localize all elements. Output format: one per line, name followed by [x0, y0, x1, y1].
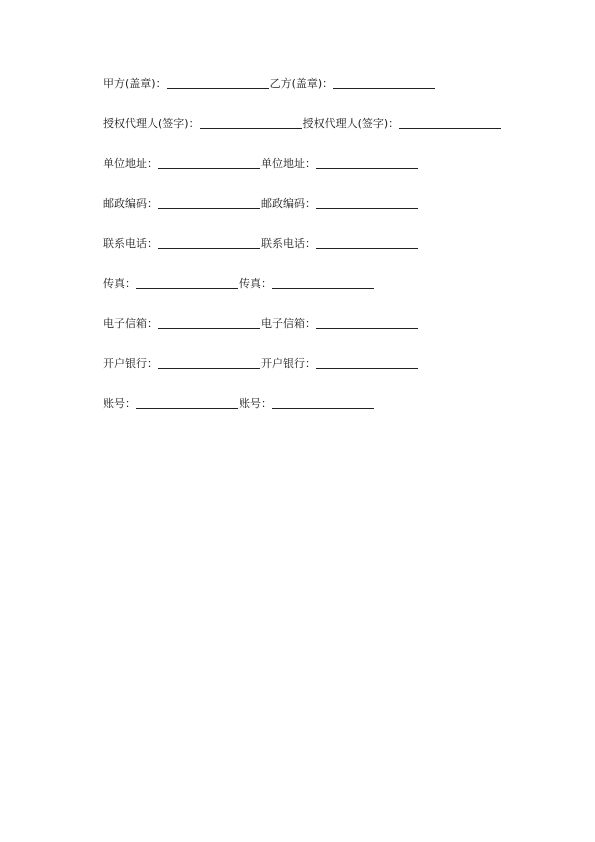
party-b-email-blank	[316, 316, 418, 329]
row-phone	[103, 236, 573, 276]
party-a-fax-blank	[136, 276, 238, 289]
party-b-bank-blank	[316, 356, 418, 369]
row-bank	[103, 356, 573, 396]
party-a-agent-label: 授权代理人(签字)：	[103, 117, 200, 130]
party-b-bank-label: 开户银行：	[261, 357, 316, 370]
row-postal-code	[103, 196, 573, 236]
party-a-account-blank	[136, 396, 238, 409]
party-a-address-label: 单位地址：	[103, 157, 158, 170]
party-a-phone-label: 联系电话：	[103, 237, 158, 250]
row-account	[103, 396, 573, 436]
party-b-address-blank	[316, 156, 418, 169]
party-a-bank-blank	[158, 356, 260, 369]
party-b-seal-blank	[333, 76, 435, 89]
party-b-postal-label: 邮政编码：	[261, 197, 316, 210]
party-b-agent-label: 授权代理人(签字)：	[302, 117, 400, 130]
party-b-account-blank	[272, 396, 374, 409]
party-b-email-label: 电子信箱：	[261, 317, 316, 330]
party-b-postal-blank	[316, 196, 418, 209]
party-a-address-blank	[158, 156, 260, 169]
row-email	[103, 316, 573, 356]
row-address	[103, 156, 573, 196]
party-b-fax-blank	[272, 276, 374, 289]
party-a-postal-blank	[158, 196, 260, 209]
party-b-phone-label: 联系电话：	[261, 237, 316, 250]
party-b-agent-blank	[399, 116, 501, 129]
party-a-phone-blank	[158, 236, 260, 249]
party-a-seal-label: 甲方(盖章)：	[103, 77, 167, 90]
row-authorized-agent	[103, 116, 573, 156]
party-b-seal-label: 乙方(盖章)：	[269, 77, 334, 90]
party-a-seal-blank	[167, 76, 269, 89]
party-b-phone-blank	[316, 236, 418, 249]
party-a-email-label: 电子信箱：	[103, 317, 158, 330]
row-fax	[103, 276, 573, 316]
party-a-postal-label: 邮政编码：	[103, 197, 158, 210]
party-a-agent-blank	[200, 116, 302, 129]
party-b-fax-label: 传真：	[239, 277, 272, 290]
party-a-bank-label: 开户银行：	[103, 357, 158, 370]
party-b-account-label: 账号：	[239, 397, 272, 410]
party-a-account-label: 账号：	[103, 397, 136, 410]
signature-block	[103, 76, 573, 436]
party-b-address-label: 单位地址：	[261, 157, 316, 170]
row-party-seal	[103, 76, 573, 116]
party-a-fax-label: 传真：	[103, 277, 136, 290]
party-a-email-blank	[158, 316, 260, 329]
